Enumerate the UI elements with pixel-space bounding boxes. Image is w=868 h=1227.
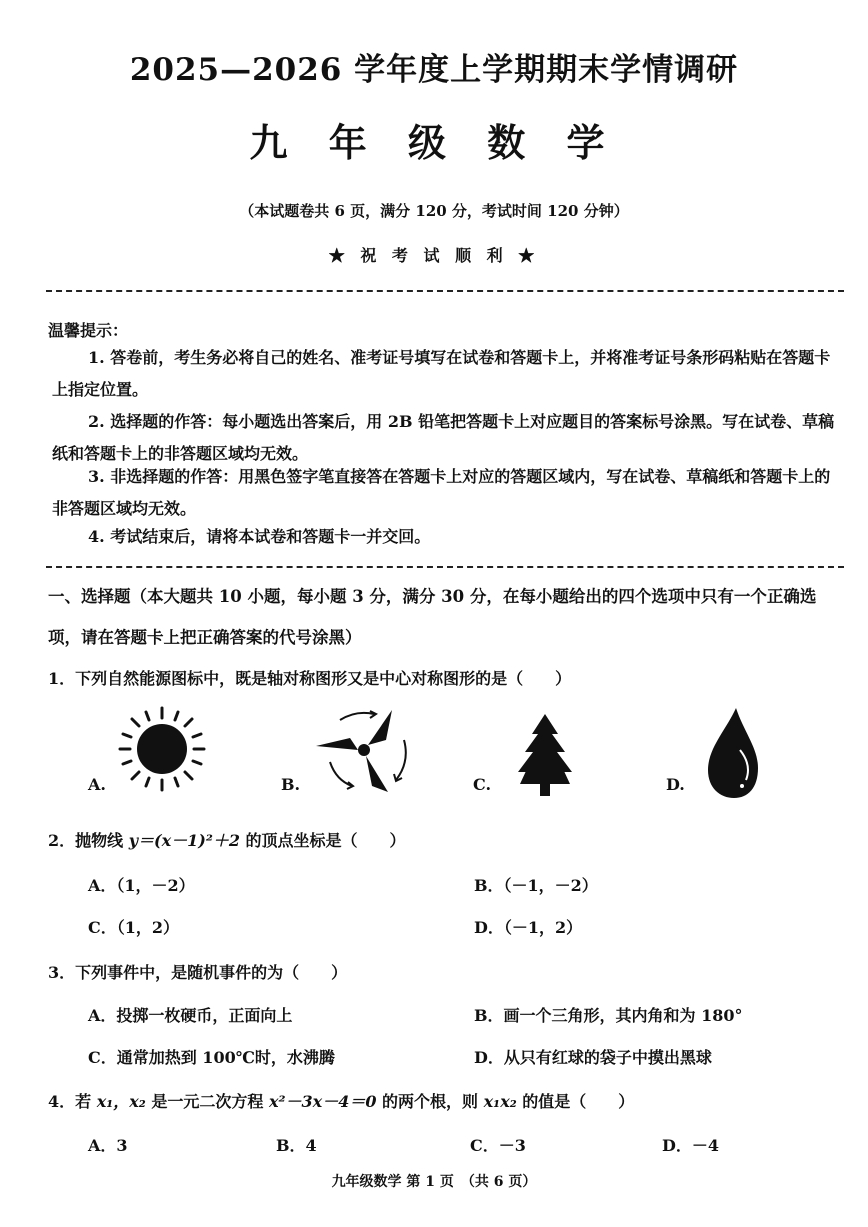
q4-stem-mid2: 的两个根，则 (376, 1092, 484, 1111)
q2-stem-suffix: 的顶点坐标是（ ） (239, 831, 406, 850)
q1-option-a: A. (88, 775, 106, 794)
question-3-stem: 3．下列事件中，是随机事件的为（ ） (48, 963, 348, 982)
wind-turbine-icon (306, 700, 420, 800)
exam-info: （本试题卷共 6 页，满分 120 分，考试时间 120 分钟） (239, 202, 629, 220)
tip-item-4: 4. 考试结束后，请将本试卷和答题卡一并交回。 (88, 527, 431, 546)
q2-option-b: B．（－1，－2） (474, 876, 598, 895)
q2-stem-prefix: 2．抛物线 (48, 831, 129, 850)
tip-item-3: 3. 非选择题的作答：用黑色签字笔直接答在答题卡上对应的答题区域内，写在试卷、草稿纸和答题卡上的非答题区域均无效。 (52, 467, 831, 518)
section-heading: 一、选择题（本大题共 10 小题，每小题 3 分，满分 30 分，在每小题给出的四个选项中只有一个正确选项，请在答题卡上把正确答案的代号涂黑） (48, 587, 817, 647)
q2-formula: y＝(x－1)²＋2 (128, 831, 240, 850)
page-footer: 九年级数学 第 1 页 （共 6 页） (331, 1174, 537, 1190)
exam-title: 2025—2026 学年度上学期期末学情调研 (129, 52, 739, 88)
q3-option-c: C．通常加热到 100℃时，水沸腾 (88, 1048, 335, 1067)
tips-heading: 温馨提示： (48, 321, 129, 340)
q2-option-c: C．（1，2） (88, 918, 180, 937)
good-luck-line: ★ 祝 考 试 顺 利 ★ (328, 246, 540, 265)
question-4-stem (48, 1089, 634, 1112)
q4-option-d: D．－4 (662, 1136, 720, 1155)
q4-option-b: B．4 (276, 1136, 317, 1155)
question-2-stem (48, 828, 406, 851)
subject-title: 九 年 级 数 学 (249, 120, 619, 165)
q1-option-b: B. (281, 775, 301, 794)
water-drop-icon (696, 706, 766, 802)
q4-product: x₁x₂ (483, 1092, 517, 1111)
tree-icon (510, 712, 580, 802)
q4-option-c: C．－3 (470, 1136, 526, 1155)
q1-option-d: D. (666, 775, 685, 794)
q3-option-a: A．投掷一枚硬币，正面向上 (88, 1006, 293, 1025)
q4-stem-suffix: 的值是（ ） (516, 1092, 635, 1111)
q3-option-d: D．从只有红球的袋子中摸出黑球 (474, 1048, 712, 1067)
q4-roots: x₁，x₂ (96, 1092, 146, 1111)
q4-stem-mid: 是一元二次方程 (145, 1092, 269, 1111)
divider-bottom (46, 566, 844, 568)
question-1-stem: 1．下列自然能源图标中，既是轴对称图形又是中心对称图形的是（ ） (48, 669, 572, 688)
q3-option-b: B．画一个三角形，其内角和为 180° (474, 1006, 743, 1025)
q2-option-d: D．（－1，2） (474, 918, 583, 937)
tip-item-2: 2. 选择题的作答：每小题选出答案后，用 2B 铅笔把答题卡上对应题目的答案标号涂黑。写在试卷、草稿纸和答题卡上的非答题区域均无效。 (52, 412, 835, 463)
q4-stem-prefix: 4．若 (48, 1092, 97, 1111)
divider-top (46, 290, 844, 292)
q2-option-a: A．（1，－2） (88, 876, 195, 895)
q4-equation: x²－3x－4＝0 (268, 1092, 377, 1111)
q4-option-a: A．3 (88, 1136, 128, 1155)
tip-item-1: 1. 答卷前，考生务必将自己的姓名、准考证号填写在试卷和答题卡上，并将准考证号条形码粘贴在答题卡上指定位置。 (52, 348, 831, 399)
q1-option-c: C. (473, 775, 492, 794)
sun-icon (112, 704, 212, 794)
